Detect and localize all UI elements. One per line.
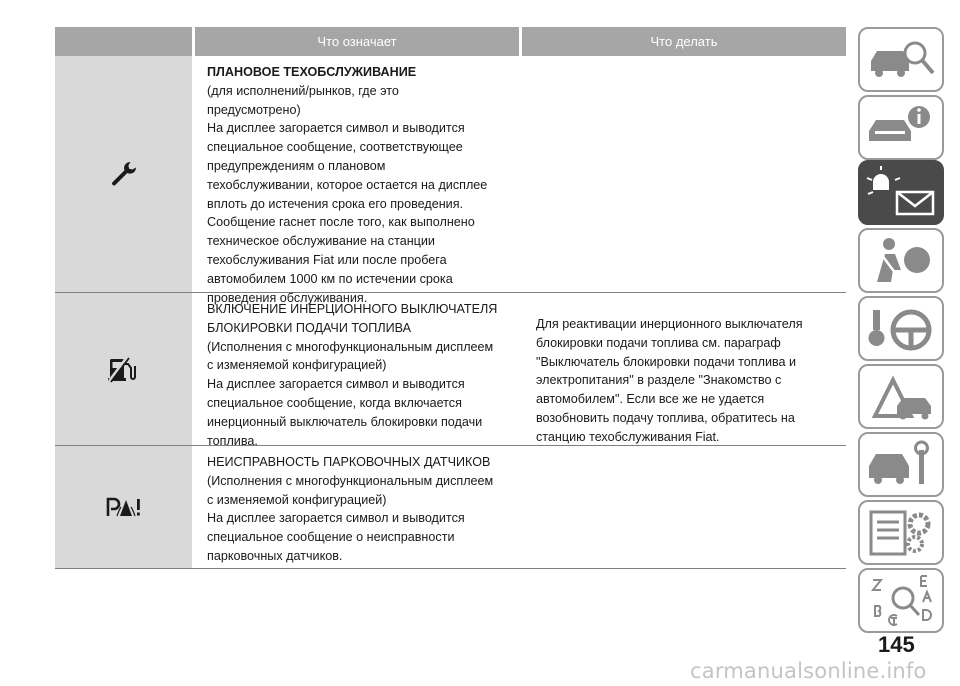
meaning-line: автомобилем 1000 км по истечении срока — [207, 271, 453, 286]
meaning-line: предусмотрено) — [207, 102, 301, 117]
meaning-line: специальное сообщение о неисправности — [207, 530, 455, 545]
parking-sensor-fault-icon — [55, 446, 192, 568]
meaning-line: топлива. — [207, 433, 258, 448]
meaning-line: Сообщение гаснет после того, как выполнено — [207, 215, 475, 230]
car-info-icon — [863, 99, 939, 157]
meaning-line: проведения обслуживания. — [207, 290, 368, 305]
table-row — [55, 293, 846, 446]
watermark: carmanualsonline.info — [690, 659, 927, 683]
tab-car-search[interactable] — [858, 27, 944, 92]
tab-car-info[interactable] — [858, 95, 944, 160]
meaning-line: техническое обслуживание на станции — [207, 234, 435, 249]
meaning-title: ПЛАНОВОЕ ТЕХОБСЛУЖИВАНИЕ — [207, 65, 417, 79]
action-line: электропитания" в разделе "Знакомство с — [536, 373, 782, 388]
specs-gear-icon — [863, 504, 939, 562]
warning-table — [55, 27, 846, 569]
page-number: 145 — [878, 632, 915, 657]
seatbelt-airbag-icon — [863, 232, 939, 290]
tab-maintenance[interactable] — [858, 432, 944, 497]
meaning-line: специальное сообщение, когда включается — [207, 395, 462, 410]
alphabet-index-icon — [863, 572, 939, 630]
action-line: автомобилем". Если все же не удается — [536, 392, 765, 407]
tab-specifications[interactable] — [858, 500, 944, 565]
car-search-icon — [863, 31, 939, 89]
meaning-line: На дисплее загорается символ и выводится — [207, 121, 465, 136]
meaning-line: техобслуживании, которое остается на дисплее — [207, 177, 488, 192]
meaning-title: НЕИСПРАВНОСТЬ ПАРКОВОЧНЫХ ДАТЧИКОВ — [207, 455, 491, 469]
tab-index[interactable] — [858, 568, 944, 633]
meaning-line: инерционный выключатель блокировки подачи — [207, 414, 483, 429]
table-row — [55, 56, 846, 305]
meaning-line: парковочных датчиков. — [207, 548, 343, 563]
fuel-cutoff-switch-icon — [55, 293, 192, 445]
meaning-cell — [207, 293, 525, 450]
meaning-line: (для исполнений/рынков, где это — [207, 83, 399, 98]
tab-warning-lights[interactable] — [858, 160, 944, 225]
meaning-line: предупреждениям о плановом — [207, 158, 386, 173]
action-line: блокировки подачи топлива см. параграф — [536, 335, 781, 350]
meaning-line: БЛОКИРОВКИ ПОДАЧИ ТОПЛИВА — [207, 320, 412, 335]
tab-safety[interactable] — [858, 228, 944, 293]
tab-starting-driving[interactable] — [858, 296, 944, 361]
meaning-line: На дисплее загорается символ и выводится — [207, 377, 465, 392]
meaning-title: ВКЛЮЧЕНИЕ ИНЕРЦИОННОГО ВЫКЛЮЧАТЕЛЯ — [207, 302, 498, 316]
action-line: возобновить подачу топлива, обратитесь на — [536, 410, 795, 425]
meaning-line: техобслуживания Fiat или после пробега — [207, 252, 447, 267]
wrench-icon — [55, 56, 192, 292]
action-cell — [536, 315, 841, 447]
meaning-line: с изменяемой конфигурацией) — [207, 492, 387, 507]
meaning-line: (Исполнения с многофункциональным дисплеем — [207, 473, 494, 488]
action-line: станцию техобслуживания Fiat. — [536, 429, 720, 444]
header-meaning: Что означает — [195, 27, 519, 56]
header-action: Что делать — [522, 27, 846, 56]
meaning-line: На дисплее загорается символ и выводится — [207, 511, 465, 526]
table-header — [55, 27, 846, 56]
meaning-line: (Исполнения с многофункциональным дисплеем — [207, 339, 494, 354]
car-wrench-icon — [863, 436, 939, 494]
meaning-cell — [207, 56, 525, 307]
steering-wheel-key-icon — [863, 300, 939, 358]
meaning-line: с изменяемой конфигурацией) — [207, 358, 387, 373]
meaning-line: специальное сообщение, соответствующее — [207, 140, 463, 155]
action-line: Для реактивации инерционного выключателя — [536, 317, 803, 331]
meaning-line: вплоть до истечения срока его проведения. — [207, 196, 464, 211]
meaning-cell — [207, 446, 525, 566]
table-row — [55, 446, 846, 569]
tab-emergency[interactable] — [858, 364, 944, 429]
header-icon-column — [55, 27, 192, 56]
action-line: "Выключатель блокировки подачи топлива и — [536, 354, 797, 369]
warning-triangle-car-icon — [863, 368, 939, 426]
warning-light-message-icon — [863, 164, 939, 222]
